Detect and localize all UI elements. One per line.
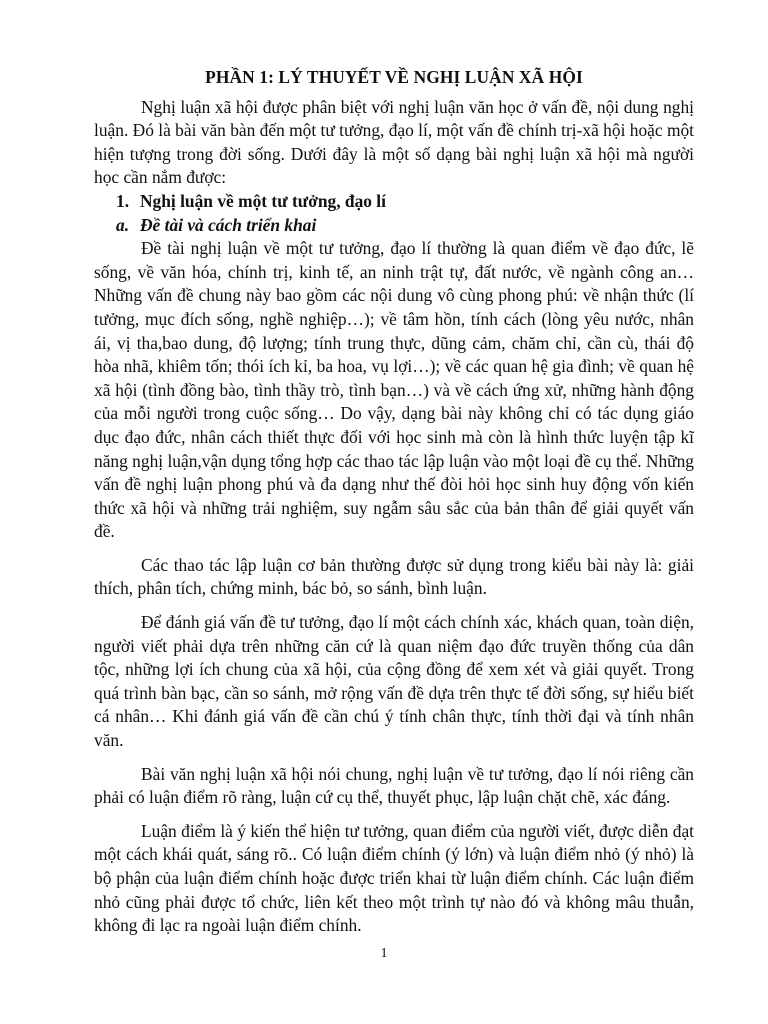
subsection-heading-text: Đề tài và cách triển khai bbox=[140, 214, 317, 235]
document-page bbox=[94, 66, 694, 938]
page-title: PHẦN 1: LÝ THUYẾT VỀ NGHỊ LUẬN XÃ HỘI bbox=[205, 67, 583, 87]
body-paragraph: Bài văn nghị luận xã hội nói chung, nghị luận về tư tưởng, đạo lí nói riêng cần phải có luận điểm rõ ràng, luận cứ cụ thể, thuyết phục, lập luận chặt chẽ, xác đáng. bbox=[94, 763, 694, 808]
page-number: 1 bbox=[380, 946, 388, 961]
subsection-heading bbox=[94, 214, 694, 238]
body-paragraph: Luận điểm là ý kiến thể hiện tư tưởng, quan điểm của người viết, được diễn đạt một cách khái quát, sáng rõ.. Có luận điểm chính (ý lớn) và luận điểm nhỏ (ý nhỏ) là bộ phận của luận điểm chính hoặc được triển khai từ luận điểm chính. Các luận điểm nhỏ cũng phải được tổ chức, liên kết theo một trình tự nào đó và không mâu thuẫn, không đi lạc ra ngoài luận điểm chính. bbox=[94, 820, 694, 936]
body-paragraph: Để đánh giá vấn đề tư tưởng, đạo lí một cách chính xác, khách quan, toàn diện, người viết phải dựa trên những căn cứ là quan niệm đạo đức truyền thống của dân tộc, những lợi ích chung của xã hội, của cộng đồng để xem xét và giải quyết. Trong quá trình bàn bạc, cần so sánh, mở rộng vấn đề dựa trên thực tế đời sống, sự hiểu biết cá nhân… Khi đánh giá vấn đề cần chú ý tính chân thực, tính thời đại và tính nhân văn. bbox=[94, 612, 694, 751]
section-heading bbox=[94, 190, 694, 214]
body-paragraph: Các thao tác lập luận cơ bản thường được sử dụng trong kiểu bài này là: giải thích, phân tích, chứng minh, bác bỏ, so sánh, bình luận. bbox=[94, 554, 694, 599]
body-paragraph: Đề tài nghị luận về một tư tưởng, đạo lí thường là quan điểm về đạo đức, lẽ sống, về văn hóa, chính trị, kinh tế, an ninh trật tự, đất nước, về ngành công an… Những vấn đề chung này bao gồm các nội dung vô cùng phong phú: về nhận thức (lí tưởng, mục đích sống, nghề nghiệp…); về tâm hồn, tính cách (lòng yêu nước, nhân ái, vị tha,bao dung, độ lượng; tính trung thực, dũng cảm, chăm chỉ, cần cù, thái độ hòa nhã, khiêm tốn; thói ích kỉ, ba hoa, vụ lợi…); về các quan hệ gia đình; về quan hệ xã hội (tình đồng bào, tình thầy trò, tình bạn…) và về cách ứng xử, những hành động của mỗi người trong cuộc sống… Do vậy, dạng bài này không chỉ có tác dụng giáo dục đạo đức, nhân cách thiết thực đối với học sinh mà còn là hình thức luyện tập kĩ năng nghị luận,vận dụng tổng hợp các thao tác lập luận vào một loại đề cụ thể. Những vấn đề nghị luận phong phú và đa dạng như thế đòi hỏi học sinh huy động vốn kiến thức xã hội và những trải nghiệm, suy ngẫm sâu sắc của bản thân để giải quyết vấn đề. bbox=[94, 238, 694, 542]
intro-paragraph: Nghị luận xã hội được phân biệt với nghị luận văn học ở vấn đề, nội dung nghị luận. Đó là bài văn bàn đến một tư tưởng, đạo lí, một vấn đề chính trị-xã hội hoặc một hiện tượng trong đời sống. Dưới đây là một số dạng bài nghị luận xã hội mà người học cần nắm được: bbox=[94, 96, 694, 188]
section-number: 1. bbox=[116, 190, 130, 211]
section-heading-text: Nghị luận về một tư tưởng, đạo lí bbox=[140, 190, 386, 211]
subsection-letter: a. bbox=[116, 214, 130, 235]
